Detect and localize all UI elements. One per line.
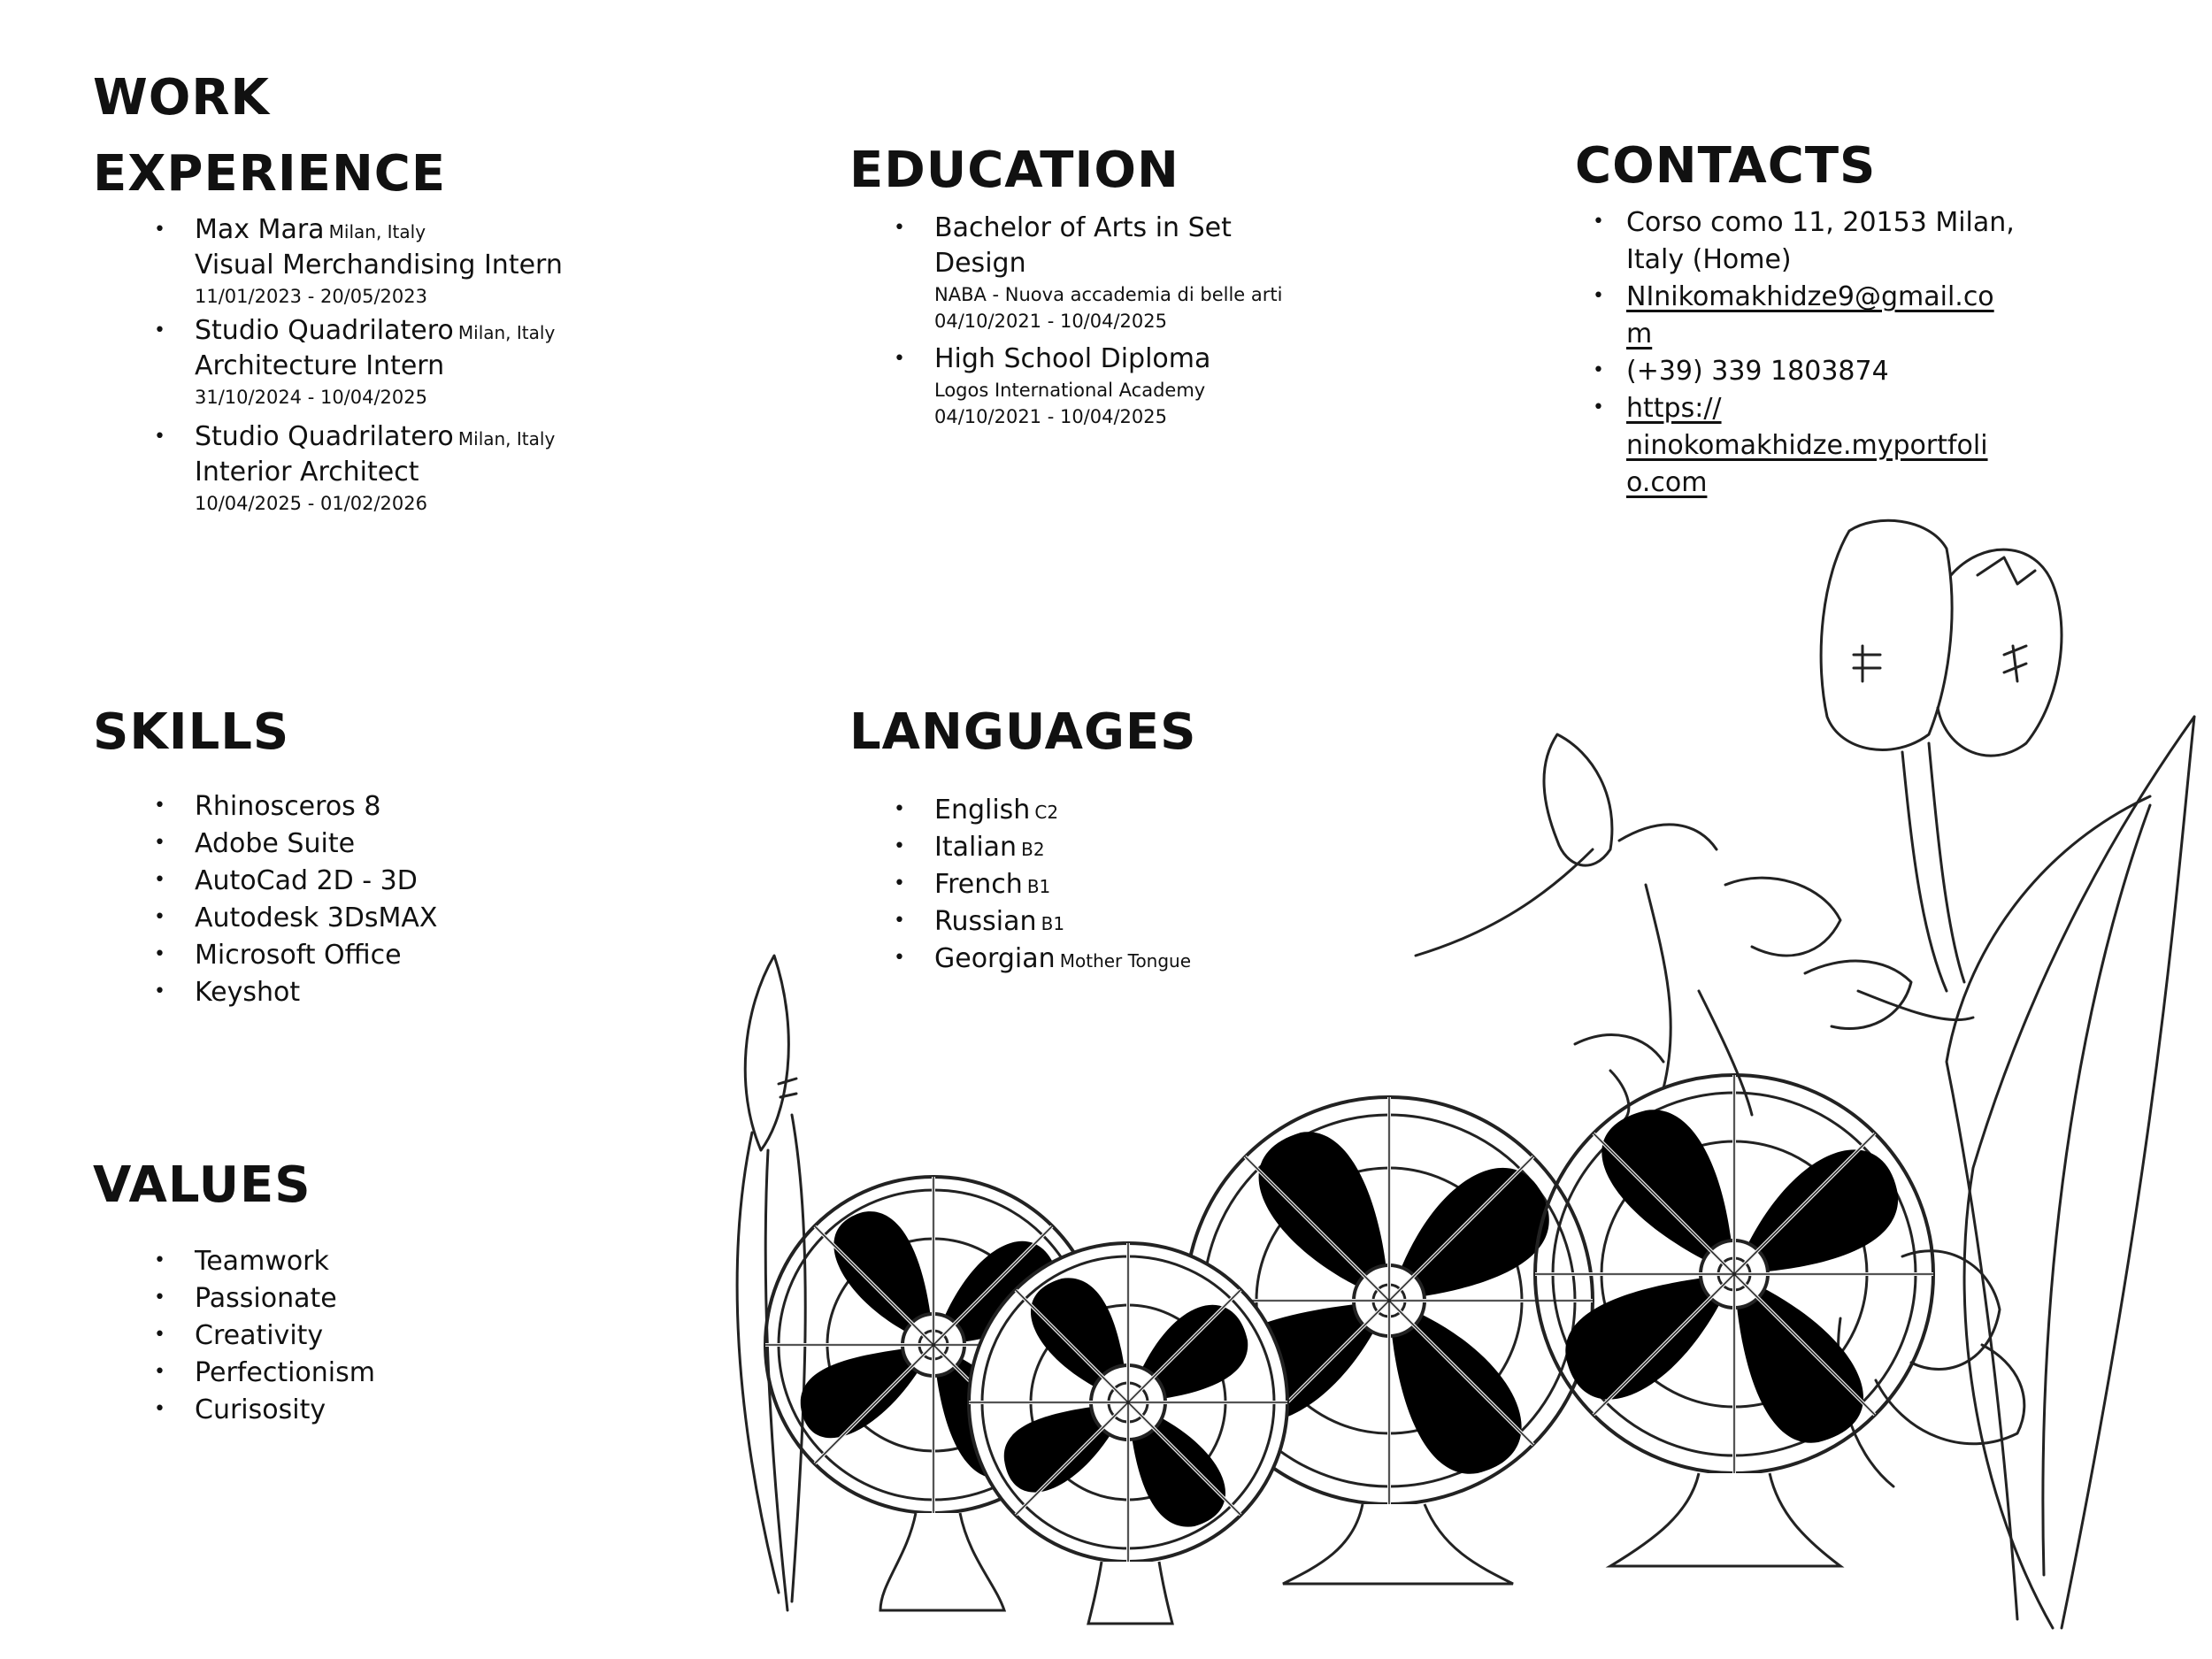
value-label: Curisosity [195, 1394, 326, 1425]
work-experience-section [93, 60, 641, 517]
work-experience-heading [93, 60, 641, 212]
heading-line: EXPERIENCE [93, 145, 447, 203]
skill-item [154, 900, 624, 937]
skill-label: Rhinosceros 8 [195, 791, 381, 822]
address: Corso como 11, 20153 Milan, [1626, 207, 2015, 238]
language-level: Mother Tongue [1059, 950, 1192, 972]
bullet: • [154, 943, 165, 965]
skills-heading: SKILLS [93, 703, 290, 761]
bullet: • [154, 795, 165, 817]
contacts-section [1575, 128, 2017, 502]
skill-item [154, 974, 624, 1011]
school-name: Logos International Academy [934, 380, 1206, 401]
language-name: Georgian [934, 943, 1056, 974]
heading-line: WORK [93, 69, 270, 127]
school-name: NABA - Nuova accademia di belle arti [934, 284, 1283, 305]
location: Milan, Italy [328, 221, 426, 242]
bullet: • [894, 947, 905, 969]
wilted-flowers [1416, 734, 1973, 1124]
tulip-left [737, 956, 805, 1610]
skill-label: Autodesk 3DsMAX [195, 902, 438, 933]
language-name: Italian [934, 832, 1018, 863]
bullet: • [154, 832, 165, 854]
skills-section [93, 695, 624, 1011]
language-name: Russian [934, 906, 1037, 937]
contacts-heading: CONTACTS [1575, 137, 1877, 195]
language-item [894, 903, 1398, 941]
fan-2 [969, 1243, 1287, 1624]
date-range: 04/10/2021 - 10/04/2025 [934, 311, 1168, 332]
bullet: • [1593, 285, 1604, 307]
education-list [894, 211, 1398, 430]
website-link[interactable]: o.com [1626, 467, 1708, 498]
bullet: • [894, 217, 905, 239]
language-item [894, 792, 1398, 829]
bullet: • [894, 798, 905, 820]
work-list [154, 212, 641, 517]
email-link[interactable]: m [1626, 319, 1653, 349]
education-item [894, 211, 1398, 342]
language-level: B1 [1026, 876, 1051, 897]
job-role: Architecture Intern [195, 350, 445, 381]
language-item [894, 866, 1398, 903]
bullet: • [154, 980, 165, 1002]
value-item [154, 1317, 624, 1355]
bullet: • [154, 1286, 165, 1309]
education-heading: EDUCATION [849, 142, 1179, 199]
bullet: • [894, 835, 905, 857]
date-range: 11/01/2023 - 20/05/2023 [195, 286, 428, 307]
job-role: Visual Merchandising Intern [195, 250, 563, 280]
bullet: • [154, 1324, 165, 1346]
bullet: • [154, 1398, 165, 1420]
job-role: Interior Architect [195, 457, 419, 488]
value-label: Teamwork [195, 1246, 329, 1277]
value-item [154, 1392, 624, 1429]
value-item [154, 1280, 624, 1317]
company-name: Studio Quadrilatero [195, 421, 454, 452]
value-item [154, 1355, 624, 1392]
values-heading: VALUES [93, 1156, 311, 1214]
degree: Bachelor of Arts in Set [934, 212, 1232, 243]
date-range: 31/10/2024 - 10/04/2025 [195, 387, 428, 408]
email-item[interactable] [1593, 279, 2017, 353]
bullet: • [154, 219, 165, 241]
bullet: • [154, 319, 165, 342]
tulip-top-right [1821, 520, 2062, 991]
bullet: • [154, 1361, 165, 1383]
skill-item [154, 788, 624, 826]
values-list [154, 1243, 624, 1429]
fan-4 [1535, 1075, 1933, 1566]
language-level: B1 [1041, 913, 1065, 934]
skill-item [154, 937, 624, 974]
degree: Design [934, 248, 1026, 279]
skill-label: Adobe Suite [195, 828, 356, 859]
language-item [894, 941, 1398, 978]
company-name: Studio Quadrilatero [195, 315, 454, 346]
company-name: Max Mara [195, 214, 325, 245]
languages-list [894, 792, 1398, 978]
location: Milan, Italy [457, 428, 556, 449]
skills-list [154, 788, 624, 1011]
work-item [154, 313, 641, 419]
value-label: Perfectionism [195, 1357, 375, 1388]
degree: High School Diploma [934, 343, 1211, 374]
location: Milan, Italy [457, 322, 556, 343]
website-item[interactable] [1593, 390, 2017, 502]
value-label: Passionate [195, 1283, 337, 1314]
work-item [154, 419, 641, 517]
education-section [849, 133, 1398, 430]
skill-item [154, 826, 624, 863]
phone-number: (+39) 339 1803874 [1626, 356, 1889, 387]
website-link[interactable]: https:// [1626, 393, 1722, 424]
education-item [894, 342, 1398, 430]
email-link[interactable]: NInikomakhidze9@gmail.co [1626, 281, 1994, 312]
language-level: C2 [1034, 802, 1059, 823]
language-name: English [934, 795, 1031, 826]
language-name: French [934, 869, 1023, 900]
bullet: • [154, 426, 165, 448]
date-range: 10/04/2025 - 01/02/2026 [195, 493, 428, 514]
skill-label: Keyshot [195, 977, 301, 1008]
date-range: 04/10/2021 - 10/04/2025 [934, 406, 1168, 427]
phone-item [1593, 353, 2017, 390]
languages-heading: LANGUAGES [849, 703, 1197, 761]
skill-label: Microsoft Office [195, 940, 402, 971]
skill-item [154, 863, 624, 900]
value-item [154, 1243, 624, 1280]
address: Italy (Home) [1626, 244, 1792, 275]
work-item [154, 212, 641, 313]
languages-section [849, 695, 1398, 978]
bullet: • [1593, 396, 1604, 419]
values-section [93, 1148, 624, 1429]
skill-label: AutoCad 2D - 3D [195, 865, 418, 896]
language-level: B2 [1021, 839, 1045, 860]
bullet: • [1593, 359, 1604, 381]
bullet: • [154, 869, 165, 891]
website-link[interactable]: ninokomakhidze.myportfoli [1626, 430, 1988, 461]
bullet: • [1593, 211, 1604, 233]
leaf-right [1947, 717, 2194, 1628]
bullet: • [154, 1249, 165, 1271]
language-item [894, 829, 1398, 866]
bullet: • [894, 910, 905, 932]
contacts-list [1593, 204, 2017, 502]
address-item [1593, 204, 2017, 279]
bullet: • [154, 906, 165, 928]
value-label: Creativity [195, 1320, 324, 1351]
bullet: • [894, 872, 905, 895]
bullet: • [894, 348, 905, 370]
